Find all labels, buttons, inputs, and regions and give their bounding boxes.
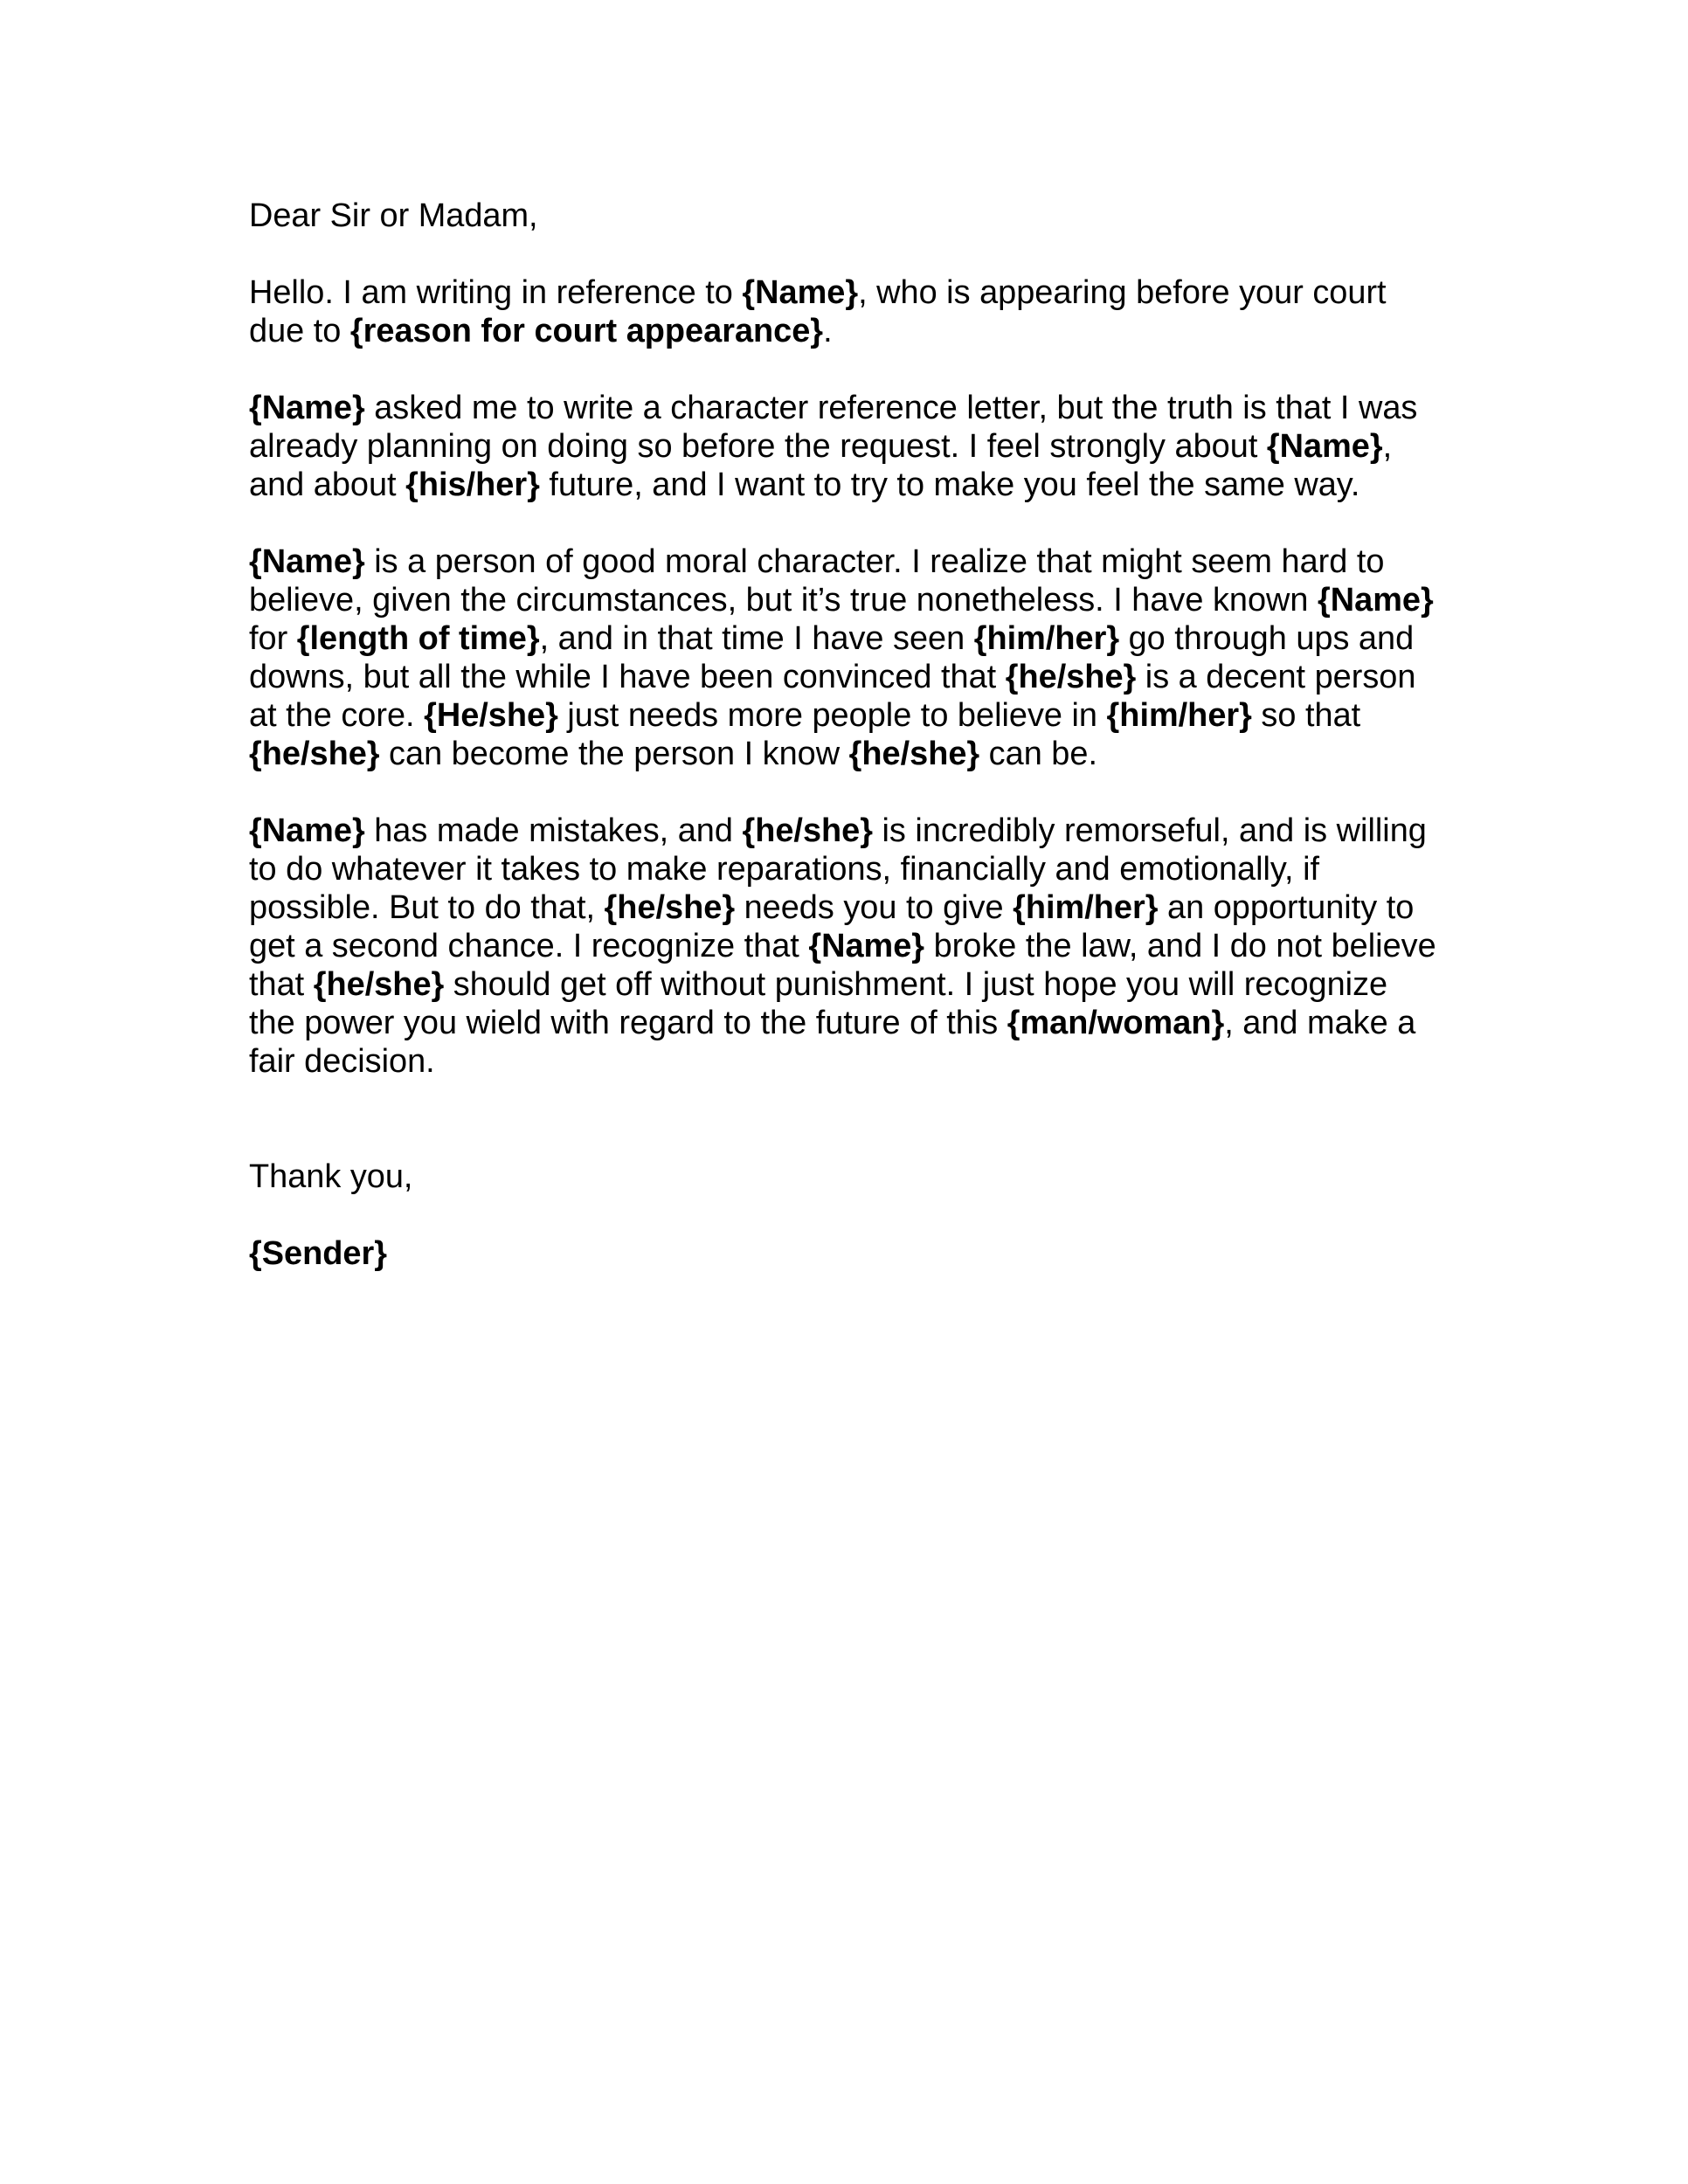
letter-body [249, 197, 1439, 1273]
paragraph-intro: Hello. I am writing in reference to {Name}, who is appearing before your court due to {reason for court appearance}. [249, 274, 1387, 349]
paragraph-request: {Name} asked me to write a character reference letter, but the truth is that I was already planning on doing so before the request. I feel strongly about {Name}, and about {his/her} future, and I want to try to make you feel the same way. [249, 390, 1418, 503]
closing: Thank you, [249, 1158, 413, 1195]
salutation: Dear Sir or Madam, [249, 197, 538, 234]
paragraph-mistakes: {Name} has made mistakes, and {he/she} is incredibly remorseful, and is willing to do whatever it takes to make reparations, financially and emotionally, if possible. But to do that, {he/she} needs you to give {him/her} an opportunity to get a second chance. I recognize that {Name} broke the law, and I do not believe that {he/she} should get off without punishment. I just hope you will recognize the power you wield with regard to the future of this {man/woman}, and make a fair decision. [249, 812, 1436, 1080]
signature: {Sender} [249, 1235, 387, 1272]
paragraph-character: {Name} is a person of good moral character. I realize that might seem hard to believe, given the circumstances, but it’s true nonetheless. I have known {Name} for {length of time}, and in that time I have seen {him/her} go through ups and downs, but all the while I have been convinced that {he/she} is a decent person at the core. {He/she} just needs more people to believe in {him/her} so that {he/she} can become the person I know {he/she} can be. [249, 543, 1434, 772]
